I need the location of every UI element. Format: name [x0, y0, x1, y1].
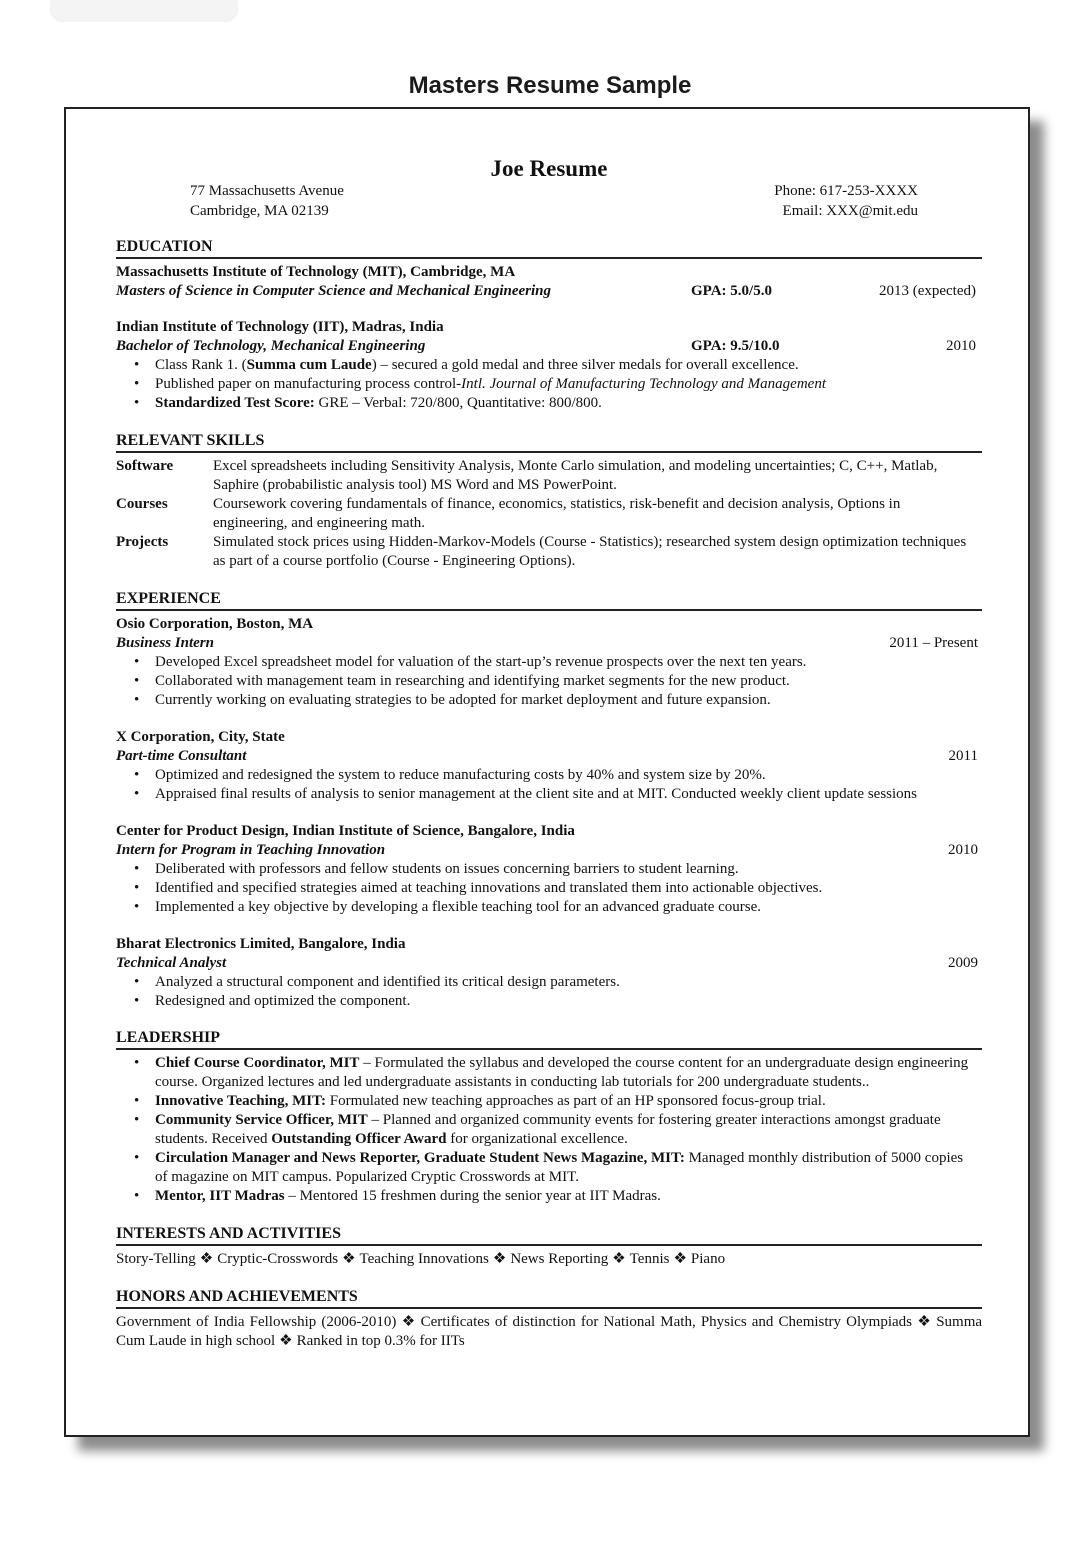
list-item: • Deliberated with professors and fellow students on issues concerning barriers to student learning. [155, 860, 982, 879]
degree: Bachelor of Technology, Mechanical Engineering [116, 338, 426, 354]
education-entry [116, 318, 982, 413]
skills-row [116, 457, 982, 495]
skill-text: Coursework covering fundamentals of finance, economics, statistics, risk-benefit and decision analysis, Options in engineering, and engineering math. [213, 496, 901, 531]
education-entry [116, 263, 982, 301]
list-item: • Published paper on manufacturing process control-Intl. Journal of Manufacturing Technology and Management [155, 375, 982, 394]
section-heading-skills: RELEVANT SKILLS [116, 431, 982, 453]
job-bullets [116, 653, 982, 710]
date: 2013 (expected) [878, 283, 976, 299]
job-role: Technical Analyst [116, 955, 227, 971]
job-bullets [116, 860, 982, 917]
skill-text: Excel spreadsheets including Sensitivity Analysis, Monte Carlo simulation, and modeling uncertainties; C, C++, Matlab, Saphire (probabilistic analysis tool) MS Word and MS PowerPoint. [213, 458, 938, 493]
list-item: • Mentor, IIT Madras – Mentored 15 freshmen during the senior year at IIT Madras. [155, 1187, 978, 1206]
degree: Masters of Science in Computer Science and Mechanical Engineering [116, 283, 552, 299]
gpa: GPA: 5.0/5.0 [691, 283, 772, 299]
list-item: • Collaborated with management team in researching and identifying market segments for the new product. [155, 672, 982, 691]
job-entry [116, 728, 982, 804]
date: 2010 [946, 338, 976, 354]
job-date: 2009 [948, 955, 978, 971]
job-org: X Corporation, City, State [116, 729, 285, 745]
job-org: Center for Product Design, Indian Institute of Science, Bangalore, India [116, 823, 575, 839]
contact-block [774, 181, 918, 221]
list-item: • Class Rank 1. (Summa cum Laude) – secured a gold medal and three silver medals for overall excellence. [155, 356, 982, 375]
list-item: • Appraised final results of analysis to senior management at the client site and at MIT. Conducted weekly client update sessions [155, 785, 952, 804]
list-item: • Standardized Test Score: GRE – Verbal: 720/800, Quantitative: 800/800. [155, 394, 982, 413]
honors-line: Government of India Fellowship (2006-2010) ❖ Certificates of distinction for National Math, Physics and Chemistry Olympiads ❖ Summa Cum Laude in high school ❖ Ranked in top 0.3% for IITs [116, 1314, 983, 1349]
list-item: • Circulation Manager and News Reporter, Graduate Student News Magazine, MIT: Managed monthly distribution of 5000 copies of magazine on MIT campus. Popularized Cryptic Crosswords at MIT. [155, 1149, 978, 1187]
resume-document [64, 107, 1030, 1437]
list-item: • Chief Course Coordinator, MIT – Formulated the syllabus and developed the course content for an undergraduate design engineering course. Organized lectures and led undergraduate assistants in conducting lab tutorials for 200 undergraduate students.. [155, 1054, 978, 1092]
job-date: 2011 [948, 748, 978, 764]
skills-row [116, 533, 982, 571]
list-item: • Optimized and redesigned the system to reduce manufacturing costs by 40% and system size by 20%. [155, 766, 952, 785]
skill-label: Projects [116, 534, 169, 550]
address-line-1: 77 Massachusetts Avenue [190, 183, 344, 199]
education-bullets [116, 356, 982, 413]
skills-row [116, 495, 982, 533]
phone: Phone: 617-253-XXXX [774, 183, 918, 199]
job-bullets [116, 973, 982, 1011]
job-date: 2011 – Present [889, 635, 978, 651]
skill-text: Simulated stock prices using Hidden-Markov-Models (Course - Statistics); researched system design optimization techniques as part of a course portfolio (Course - Engineering Options). [213, 534, 967, 569]
skill-label: Courses [116, 496, 168, 512]
list-item: • Developed Excel spreadsheet model for valuation of the start-up’s revenue prospects over the next ten years. [155, 653, 982, 672]
leadership-bullets [116, 1054, 982, 1206]
email: Email: XXX@mit.edu [782, 203, 918, 219]
school-name: Massachusetts Institute of Technology (MIT), Cambridge, MA [116, 264, 516, 280]
address-line-2: Cambridge, MA 02139 [190, 203, 329, 219]
skill-label: Software [116, 458, 174, 474]
interests-line: Story-Telling ❖ Cryptic-Crosswords ❖ Teaching Innovations ❖ News Reporting ❖ Tennis ❖ Piano [116, 1251, 726, 1267]
top-tab-strip [50, 0, 238, 22]
job-role: Intern for Program in Teaching Innovation [116, 842, 386, 858]
gpa: GPA: 9.5/10.0 [691, 338, 780, 354]
job-entry [116, 822, 982, 917]
resume-body [116, 237, 982, 1351]
job-entry [116, 615, 982, 710]
list-item: • Currently working on evaluating strategies to be adopted for market deployment and future expansion. [155, 691, 982, 710]
list-item: • Innovative Teaching, MIT: Formulated new teaching approaches as part of an HP sponsored focus-group trial. [155, 1092, 978, 1111]
section-heading-experience: EXPERIENCE [116, 589, 982, 611]
list-item: • Identified and specified strategies aimed at teaching innovations and translated them into actionable objectives. [155, 879, 982, 898]
list-item: • Redesigned and optimized the component. [155, 992, 982, 1011]
school-name: Indian Institute of Technology (IIT), Madras, India [116, 319, 444, 335]
address-block [190, 181, 344, 221]
section-heading-honors: HONORS AND ACHIEVEMENTS [116, 1287, 982, 1309]
resume-name: Joe Resume [490, 156, 608, 181]
job-org: Osio Corporation, Boston, MA [116, 616, 314, 632]
job-date: 2010 [948, 842, 978, 858]
section-heading-education: EDUCATION [116, 237, 982, 259]
section-heading-interests: INTERESTS AND ACTIVITIES [116, 1224, 982, 1246]
list-item: • Analyzed a structural component and identified its critical design parameters. [155, 973, 982, 992]
job-role: Part-time Consultant [116, 748, 247, 764]
list-item: • Implemented a key objective by developing a flexible teaching tool for an advanced graduate course. [155, 898, 982, 917]
section-heading-leadership: LEADERSHIP [116, 1028, 982, 1050]
job-role: Business Intern [116, 635, 214, 651]
list-item: • Community Service Officer, MIT – Planned and organized community events for fostering greater interactions amongst graduate students. Received Outstanding Officer Award for organizational excellence. [155, 1111, 978, 1149]
job-bullets [116, 766, 982, 804]
job-entry [116, 935, 982, 1011]
page-title: Masters Resume Sample [408, 72, 692, 99]
job-org: Bharat Electronics Limited, Bangalore, India [116, 936, 406, 952]
